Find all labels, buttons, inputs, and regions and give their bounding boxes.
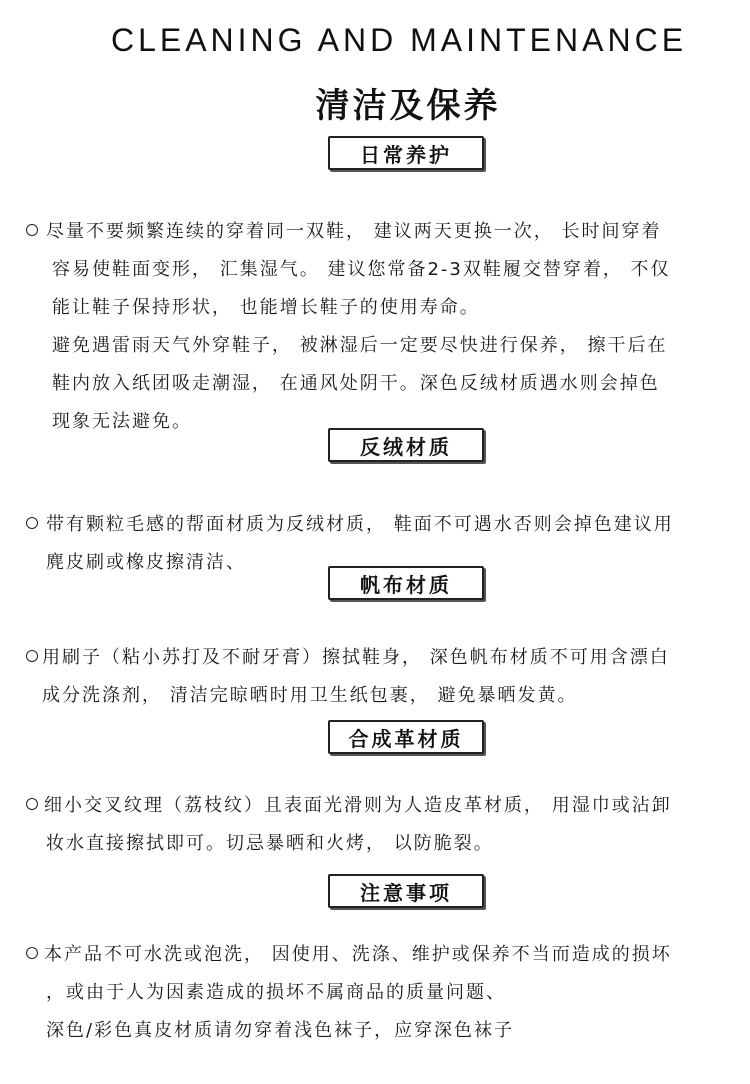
text-line: 本产品不可水洗或泡洗， 因使用、洗涤、维护或保养不当而造成的损坏	[26, 936, 672, 974]
text-line: 用刷子（粘小苏打及不耐牙膏）擦拭鞋身， 深色帆布材质不可用含漂白	[26, 639, 670, 677]
paragraph-canvas	[26, 639, 670, 715]
bullet-circle-icon	[26, 798, 38, 810]
bullet-circle-icon	[26, 517, 38, 529]
text-line: 深色/彩色真皮材质请勿穿着浅色袜子，应穿深色袜子	[46, 1020, 515, 1041]
text-line: 成分洗涤剂， 清洁完晾晒时用卫生纸包裹， 避免暴晒发黄。	[42, 685, 578, 706]
bullet-circle-icon	[26, 224, 38, 236]
paragraph-daily-care	[26, 213, 671, 441]
text-line: 妆水直接擦拭即可。切忌暴晒和火烤， 以防脆裂。	[46, 833, 494, 854]
title-english: CLEANING AND MAINTENANCE	[110, 22, 688, 58]
text-line: 细小交叉纹理（荔枝纹）且表面光滑则为人造皮革材质， 用湿巾或沾卸	[26, 787, 672, 825]
text-line: 现象无法避免。	[52, 411, 192, 432]
section-heading-suede: 反绒材质	[328, 428, 484, 462]
text-line: 鞋内放入纸团吸走潮湿， 在通风处阴干。深色反绒材质遇水则会掉色	[52, 373, 660, 394]
text-line: 麂皮刷或橡皮擦清洁、	[46, 552, 246, 573]
paragraph-notes	[26, 936, 672, 1050]
bullet-circle-icon	[26, 947, 38, 959]
bullet-circle-icon	[26, 650, 38, 662]
text-line: 能让鞋子保持形状， 也能增长鞋子的使用寿命。	[52, 297, 480, 318]
text-line: 带有颗粒毛感的帮面材质为反绒材质， 鞋面不可遇水否则会掉色建议用	[26, 506, 674, 544]
section-heading-synthetic-leather: 合成革材质	[328, 720, 484, 754]
text-line: ，或由于人为因素造成的损坏不属商品的质量问题、	[46, 982, 506, 1003]
text-line: 尽量不要频繁连续的穿着同一双鞋， 建议两天更换一次， 长时间穿着	[26, 213, 671, 251]
text-line: 避免遇雷雨天气外穿鞋子， 被淋湿后一定要尽快进行保养， 擦干后在	[52, 335, 668, 356]
text-line: 容易使鞋面变形， 汇集湿气。 建议您常备2-3双鞋履交替穿着， 不仅	[52, 259, 671, 280]
section-heading-notes: 注意事项	[328, 874, 484, 908]
section-heading-daily-care: 日常养护	[328, 136, 484, 170]
section-heading-canvas: 帆布材质	[328, 566, 484, 600]
title-chinese: 清洁及保养	[315, 86, 501, 126]
paragraph-synthetic-leather	[26, 787, 672, 863]
